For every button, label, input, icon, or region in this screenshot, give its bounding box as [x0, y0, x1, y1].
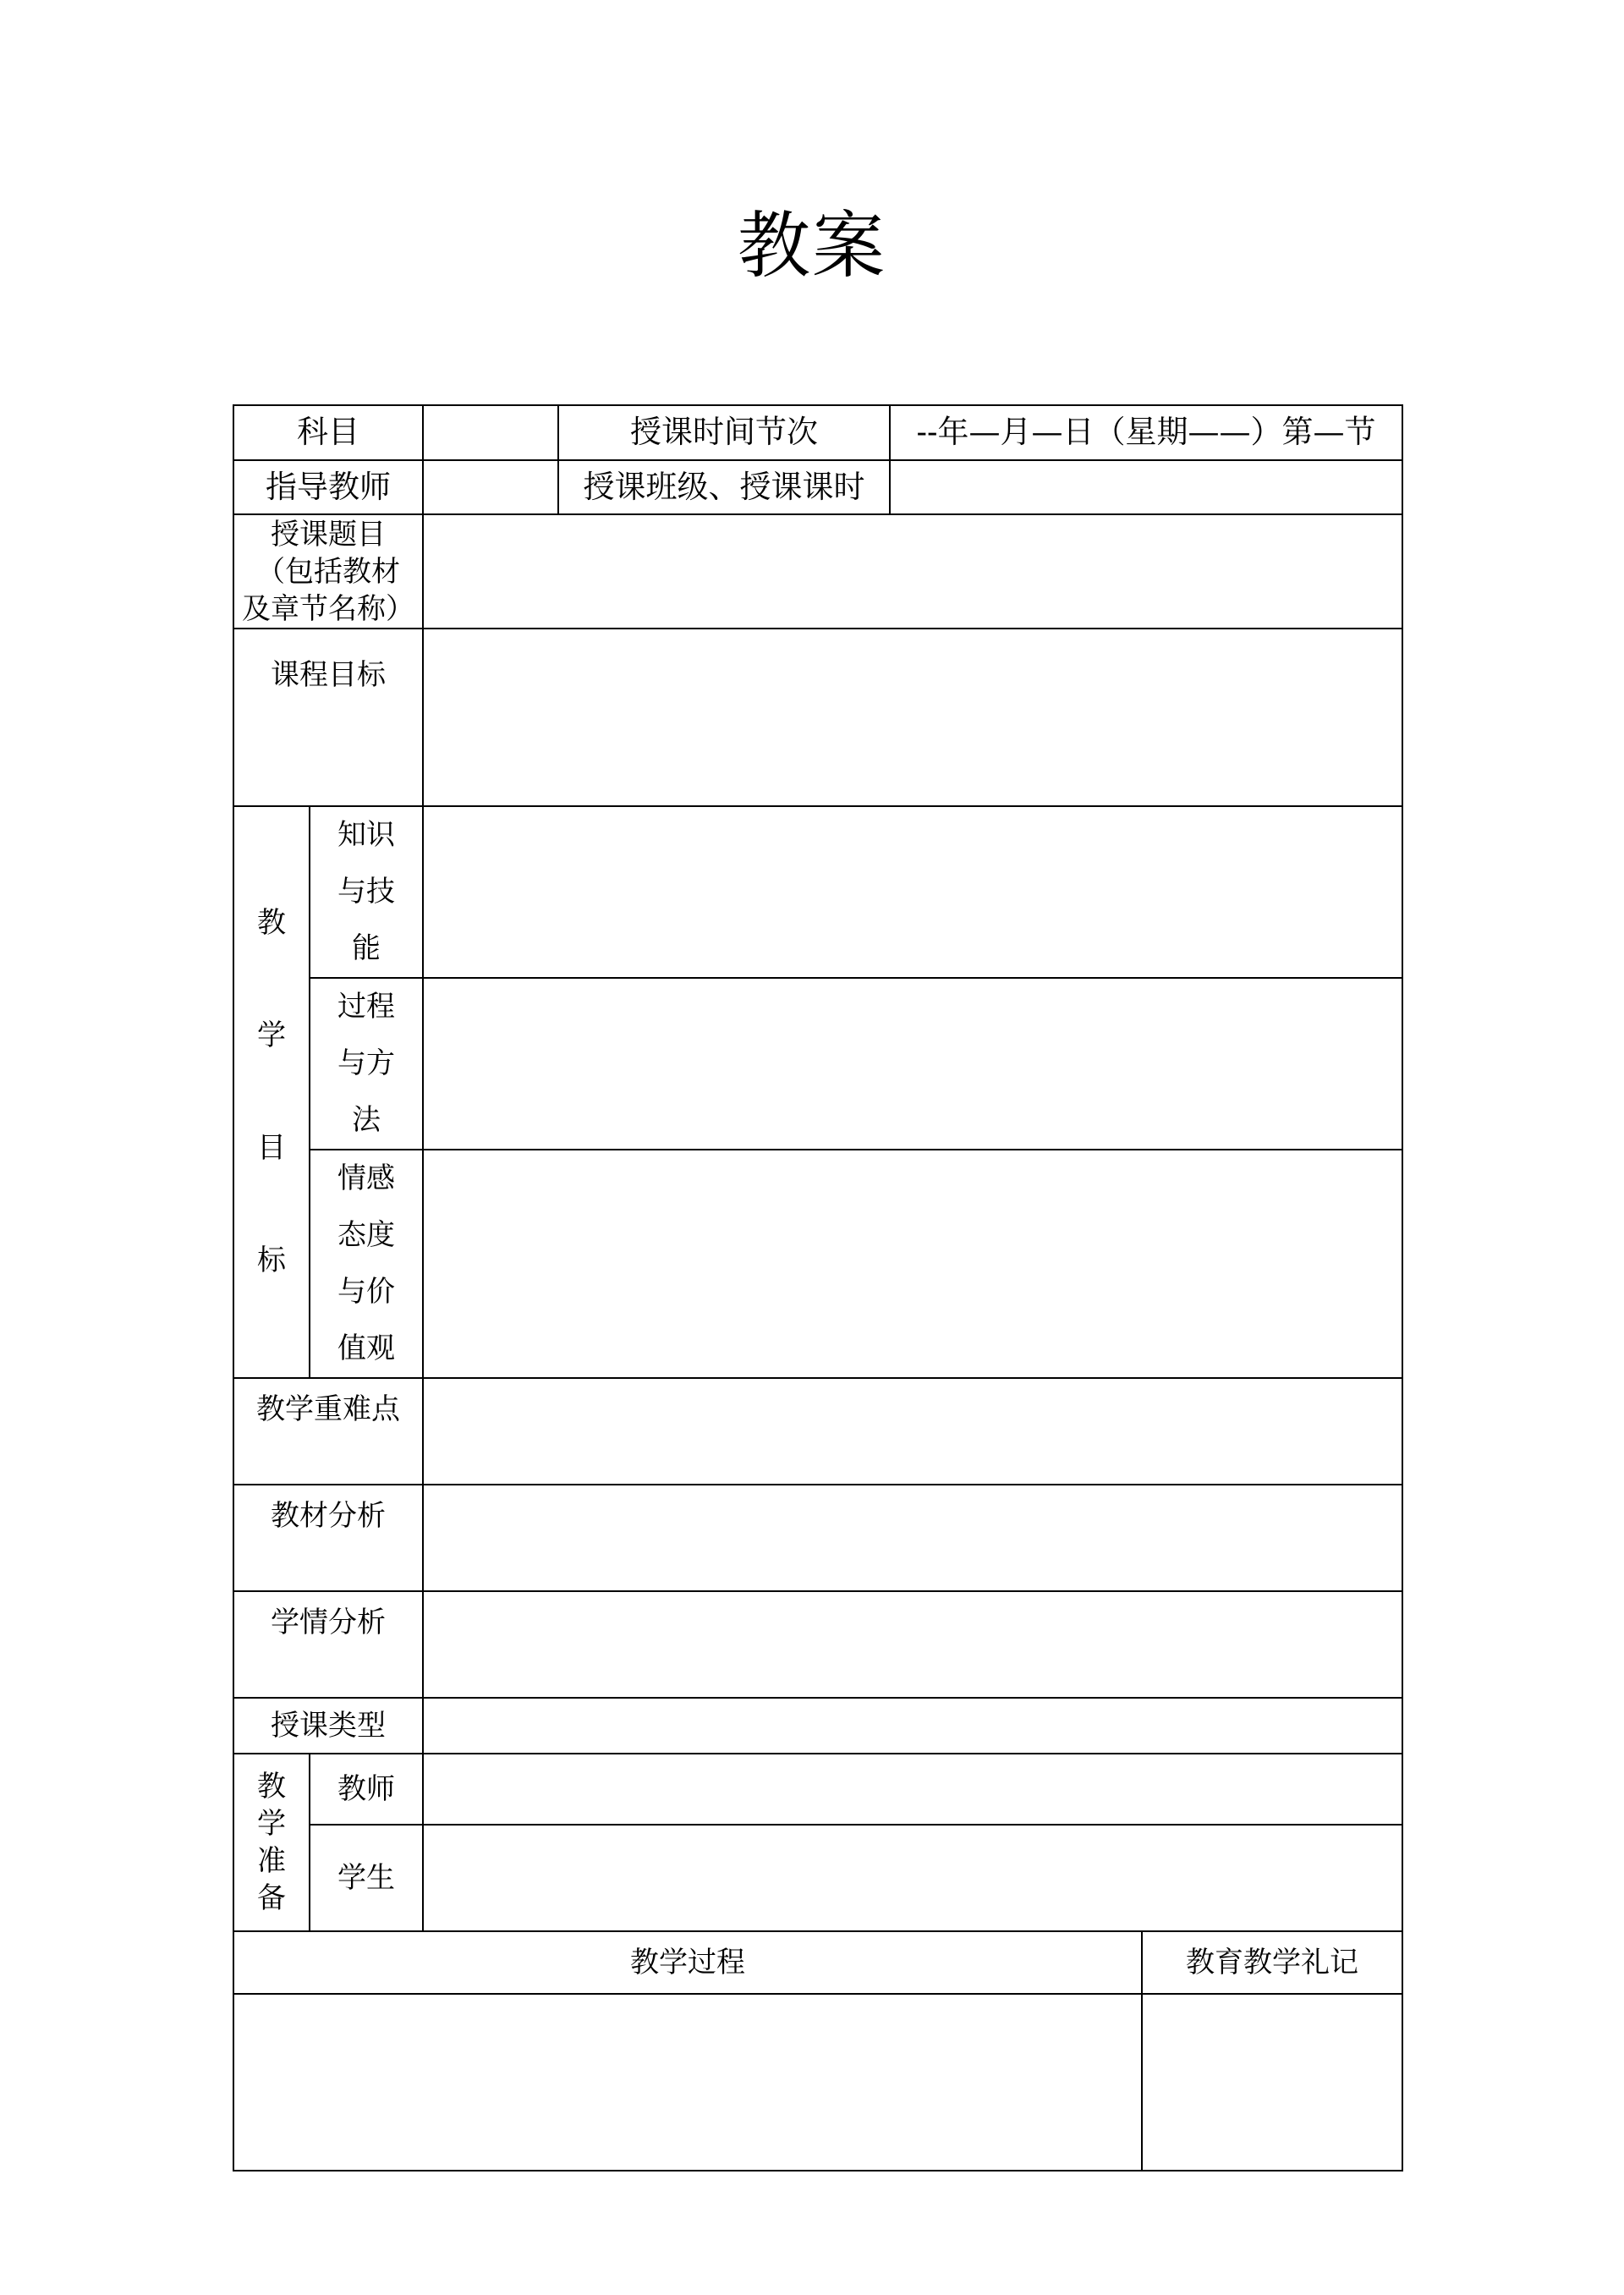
class-and-hours-field[interactable]	[890, 460, 1402, 514]
header-row-2	[233, 460, 1402, 514]
prep-teacher-label: 教师	[310, 1754, 423, 1825]
subject-label: 科目	[233, 405, 423, 460]
goal-process-label	[310, 978, 423, 1150]
prep-student-row	[233, 1825, 1402, 1931]
goal-attitude-line: 与价	[337, 1275, 395, 1309]
topic-label	[233, 514, 423, 629]
material-analysis-field[interactable]	[423, 1485, 1402, 1591]
topic-field[interactable]	[423, 514, 1402, 629]
lesson-type-row	[233, 1698, 1402, 1754]
class-time-label: 授课时间节次	[558, 405, 890, 460]
process-body-row	[233, 1994, 1402, 2171]
teaching-goals-label-char: 目	[257, 1131, 286, 1165]
teaching-process-field[interactable]	[233, 1994, 1142, 2171]
goal-knowledge-line: 能	[352, 931, 381, 965]
process-header-row	[233, 1931, 1402, 1994]
key-points-label: 教学重难点	[233, 1378, 423, 1485]
topic-label-line: 授课题目	[271, 517, 386, 552]
prep-student-label: 学生	[310, 1825, 423, 1931]
goal-process-line: 与方	[337, 1046, 395, 1080]
header-row-1	[233, 405, 1402, 460]
lesson-type-label: 授课类型	[233, 1698, 423, 1754]
goal-attitude-line: 态度	[337, 1218, 395, 1252]
goal-process-field[interactable]	[423, 978, 1402, 1150]
course-goal-field[interactable]	[423, 629, 1402, 806]
subject-field[interactable]	[423, 405, 558, 460]
topic-row	[233, 514, 1402, 629]
student-analysis-label: 学情分析	[233, 1591, 423, 1698]
student-analysis-row	[233, 1591, 1402, 1698]
preparation-label-char: 备	[257, 1881, 286, 1915]
teaching-goals-label	[233, 806, 310, 1378]
goal-attitude-field[interactable]	[423, 1150, 1402, 1378]
material-analysis-label: 教材分析	[233, 1485, 423, 1591]
goal-knowledge-line: 知识	[337, 818, 395, 852]
lesson-type-field[interactable]	[423, 1698, 1402, 1754]
prep-teacher-row	[233, 1754, 1402, 1825]
topic-label-line: （包括教材	[256, 554, 400, 589]
goal-attitude-label	[310, 1150, 423, 1378]
supervising-teacher-label: 指导教师	[233, 460, 423, 514]
topic-label-line: 及章节名称）	[242, 591, 414, 626]
page-title: 教案	[738, 204, 886, 288]
goal-knowledge-line: 与技	[337, 875, 395, 909]
key-points-row	[233, 1378, 1402, 1485]
supervising-teacher-field[interactable]	[423, 460, 558, 514]
course-goal-row	[233, 629, 1402, 806]
lesson-plan-table	[233, 404, 1403, 2171]
goal-knowledge-field[interactable]	[423, 806, 1402, 978]
student-analysis-field[interactable]	[423, 1591, 1402, 1698]
goal-process-row	[233, 978, 1402, 1150]
prep-student-field[interactable]	[423, 1825, 1402, 1931]
teaching-goals-label-char: 标	[257, 1244, 286, 1277]
class-time-field[interactable]: --年—月—日（星期——）第—节	[890, 405, 1402, 460]
goal-attitude-line: 值观	[337, 1331, 395, 1365]
goal-attitude-line: 情感	[337, 1161, 395, 1195]
preparation-label-char: 教	[257, 1770, 286, 1804]
teaching-process-heading: 教学过程	[233, 1931, 1142, 1994]
goal-attitude-row	[233, 1150, 1402, 1378]
key-points-field[interactable]	[423, 1378, 1402, 1485]
teaching-notes-heading: 教育教学礼记	[1142, 1931, 1402, 1994]
preparation-label	[233, 1754, 310, 1931]
goal-knowledge-label	[310, 806, 423, 978]
teaching-goals-label-char: 学	[257, 1018, 286, 1052]
goal-knowledge-row	[233, 806, 1402, 978]
goal-process-line: 过程	[337, 990, 395, 1024]
course-goal-label: 课程目标	[233, 629, 423, 806]
prep-teacher-field[interactable]	[423, 1754, 1402, 1825]
preparation-label-char: 准	[257, 1844, 286, 1878]
goal-process-line: 法	[352, 1103, 381, 1137]
preparation-label-char: 学	[257, 1807, 286, 1841]
material-analysis-row	[233, 1485, 1402, 1591]
class-and-hours-label: 授课班级、授课课时	[558, 460, 890, 514]
teaching-goals-label-char: 教	[257, 906, 286, 940]
teaching-notes-field[interactable]	[1142, 1994, 1402, 2171]
